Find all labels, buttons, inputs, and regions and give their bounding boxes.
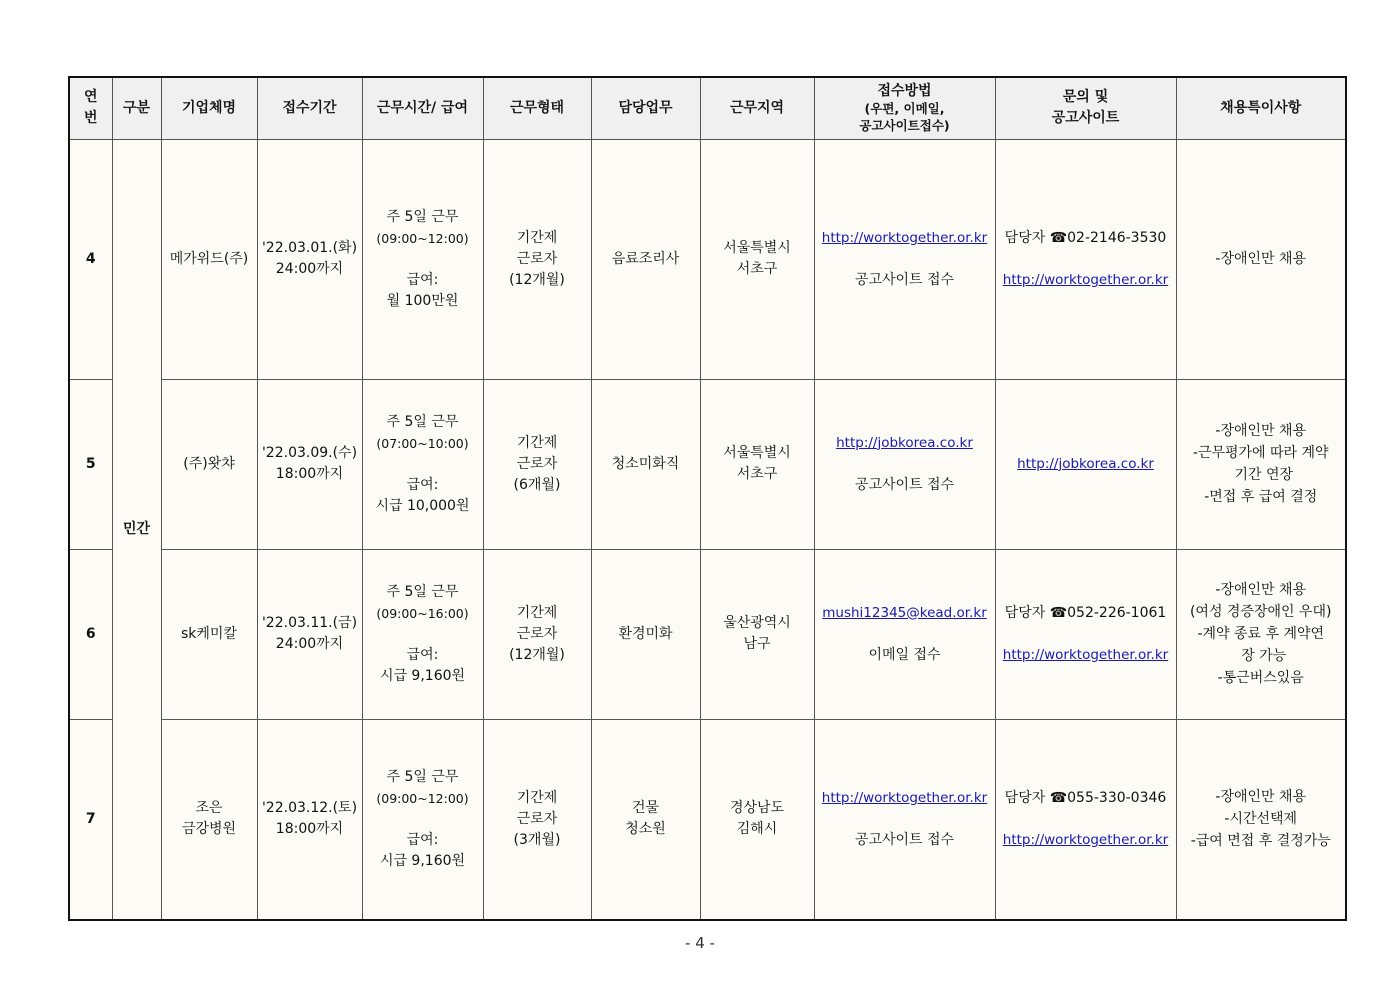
contact-cell <box>995 719 1176 920</box>
contact-link[interactable]: http://worktogether.or.kr <box>1002 831 1169 848</box>
period-cell: '22.03.01.(화) 24:00까지 <box>257 139 362 379</box>
header-duty: 담당업무 <box>591 77 700 139</box>
hours-cell: 주 5일 근무 (09:00~12:00) 급여: 시급 9,160원 <box>362 719 483 920</box>
type-cell: 기간제 근로자 (3개월) <box>483 719 591 920</box>
header-category: 구분 <box>112 77 161 139</box>
contact-link[interactable]: http://worktogether.or.kr <box>1002 646 1169 663</box>
contact-phone: 담당자 ☎055-330-0346 <box>1004 789 1167 806</box>
row-number: 4 <box>69 139 112 379</box>
region-cell: 서울특별시 서초구 <box>700 379 814 549</box>
duty-cell: 청소미화직 <box>591 379 700 549</box>
notes-cell: -장애인만 채용 (여성 경증장애인 우대) -계약 종료 후 계약연 장 가능 -통근버스있음 <box>1176 549 1346 719</box>
duty-cell: 환경미화 <box>591 549 700 719</box>
contact-link[interactable]: http://jobkorea.co.kr <box>1017 455 1154 472</box>
header-contact: 문의 및 공고사이트 <box>995 77 1176 139</box>
period-cell: '22.03.11.(금) 24:00까지 <box>257 549 362 719</box>
header-type: 근무형태 <box>483 77 591 139</box>
table-row <box>69 139 1346 379</box>
type-cell: 기간제 근로자 (6개월) <box>483 379 591 549</box>
region-cell: 경상남도 김해시 <box>700 719 814 920</box>
company-cell: sk케미칼 <box>161 549 257 719</box>
method-cell: mushi12345@kead.or.kr 이메일 접수 <box>814 549 995 719</box>
header-no: 연 번 <box>69 77 112 139</box>
contact-cell <box>995 139 1176 379</box>
row-number: 6 <box>69 549 112 719</box>
table-row <box>69 549 1346 719</box>
notes-cell: -장애인만 채용 <box>1176 139 1346 379</box>
row-number: 7 <box>69 719 112 920</box>
row-number: 5 <box>69 379 112 549</box>
category-cell: 민간 <box>112 139 161 920</box>
table-row <box>69 379 1346 549</box>
header-method: 접수방법 (우편, 이메일, 공고사이트접수) <box>814 77 995 139</box>
table-row <box>69 719 1346 920</box>
type-cell: 기간제 근로자 (12개월) <box>483 139 591 379</box>
duty-cell: 건물 청소원 <box>591 719 700 920</box>
header-hours: 근무시간/ 급여 <box>362 77 483 139</box>
method-link[interactable]: http://worktogether.or.kr <box>821 789 988 806</box>
company-cell: 메가위드(주) <box>161 139 257 379</box>
period-cell: '22.03.12.(토) 18:00까지 <box>257 719 362 920</box>
duty-cell: 음료조리사 <box>591 139 700 379</box>
header-company: 기업체명 <box>161 77 257 139</box>
method-link[interactable]: http://worktogether.or.kr <box>821 229 988 246</box>
hours-cell: 주 5일 근무 (07:00~10:00) 급여: 시급 10,000원 <box>362 379 483 549</box>
method-cell: http://worktogether.or.kr 공고사이트 접수 <box>814 719 995 920</box>
page-number: - 4 - <box>685 934 715 952</box>
company-cell: 조은 금강병원 <box>161 719 257 920</box>
contact-cell <box>995 379 1176 549</box>
header-period: 접수기간 <box>257 77 362 139</box>
method-cell: http://worktogether.or.kr 공고사이트 접수 <box>814 139 995 379</box>
header-region: 근무지역 <box>700 77 814 139</box>
region-cell: 서울특별시 서초구 <box>700 139 814 379</box>
job-listing-table <box>68 76 1347 921</box>
type-cell: 기간제 근로자 (12개월) <box>483 549 591 719</box>
region-cell: 울산광역시 남구 <box>700 549 814 719</box>
company-cell: (주)왓챠 <box>161 379 257 549</box>
header-row <box>69 77 1346 139</box>
notes-cell: -장애인만 채용 -시간선택제 -급여 면접 후 결정가능 <box>1176 719 1346 920</box>
hours-cell: 주 5일 근무 (09:00~16:00) 급여: 시급 9,160원 <box>362 549 483 719</box>
notes-cell: -장애인만 채용 -근무평가에 따라 계약 기간 연장 -면접 후 급여 결정 <box>1176 379 1346 549</box>
method-cell: http://jobkorea.co.kr 공고사이트 접수 <box>814 379 995 549</box>
header-notes: 채용특이사항 <box>1176 77 1346 139</box>
period-cell: '22.03.09.(수) 18:00까지 <box>257 379 362 549</box>
contact-link[interactable]: http://worktogether.or.kr <box>1002 271 1169 288</box>
method-email-link[interactable]: mushi12345@kead.or.kr <box>822 604 987 621</box>
contact-phone: 담당자 ☎052-226-1061 <box>1004 604 1167 621</box>
method-link[interactable]: http://jobkorea.co.kr <box>836 434 973 451</box>
contact-cell <box>995 549 1176 719</box>
hours-cell: 주 5일 근무 (09:00~12:00) 급여: 월 100만원 <box>362 139 483 379</box>
contact-phone: 담당자 ☎02-2146-3530 <box>1004 229 1167 246</box>
